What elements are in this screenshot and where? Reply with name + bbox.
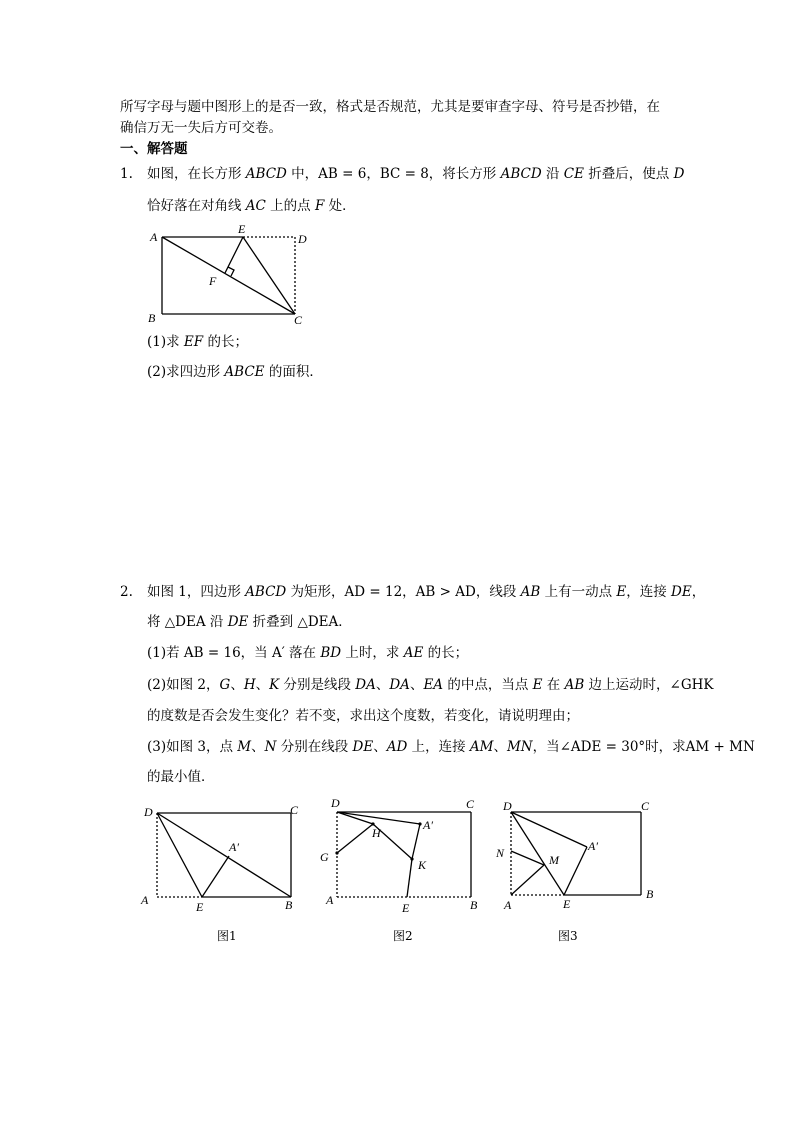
caption-figure-2: 图2 [393,929,413,943]
fig1-segment-ea2 [202,856,229,897]
q2-number: 2. [120,584,133,600]
q1-label-a: A [150,230,158,244]
q2-sub-3: (3)如图 3，点 M、N 分别在线段 DE、AD 上，连接 AM、MN，当∠ADE = 30°时，求AM + MN [147,739,755,755]
caption-figure-1: 图1 [217,929,237,943]
fig3-segment-a2e [564,847,587,895]
q1-label-f: F [209,274,217,288]
fig3-label-d: D [503,799,512,813]
fig2-segment-hg [337,824,373,853]
q1-label-e: E [238,222,246,236]
fig3-label-n: N [496,846,505,860]
fig2-segment-ke [407,859,412,897]
q2-line-1: 如图 1，四边形 ABCD 为矩形，AD = 12，AB > AD，线段 AB 上有一动点 E，连接 DE， [147,584,706,600]
fig2-label-a2: A′ [423,818,433,832]
q1-line-2: 恰好落在对角线 AC 上的点 F 处． [147,198,356,214]
q2-line-2: 将 △DEA 沿 DE 折叠到 △DEA． [147,614,352,630]
q1-label-b: B [148,311,156,325]
q2-figure-1 [135,795,305,917]
q1-line-1: 如图，在长方形 ABCD 中，AB = 6，BC = 8，将长方形 ABCD 沿 CE 折叠后，使点 D [147,166,685,182]
fig1-label-d: D [144,805,153,819]
q1-sub-2: (2)求四边形 ABCE 的面积． [147,364,323,380]
fig2-point-a2 [418,822,421,825]
fig2-label-c: C [466,797,475,811]
fig1-label-e: E [196,900,204,914]
q2-sub-2: (2)如图 2，G、H、K 分别是线段 DA、DA、EA 的中点，当点 E 在 AB 边上运动时，∠GHK [147,677,714,693]
q1-fold-ce [243,237,295,314]
fig2-point-g [335,851,338,854]
q1-figure [140,222,320,330]
fig2-label-d: D [331,796,340,810]
fig3-label-m: M [549,853,559,867]
fig1-label-c: C [290,803,299,817]
q2-figure-2 [315,793,490,917]
fig1-diagonal-db [157,813,291,897]
fig2-segment-da2 [337,812,420,824]
fig3-label-a: A [504,898,512,912]
q1-right-angle-mark [228,267,234,276]
fig2-label-e: E [402,901,410,915]
fig1-label-a: A [141,893,149,907]
fig3-label-b: B [646,887,654,901]
fig3-label-e: E [563,897,571,911]
section-title: 一、解答题 [120,141,188,157]
intro-line-2: 确信万无一失后方可交卷。 [120,120,282,136]
fig2-label-a: A [326,893,334,907]
fig2-segment-dh [337,812,373,824]
q2-sub-1: (1)若 AB = 16，当 A′ 落在 BD 上时，求 AE 的长； [147,645,469,661]
caption-figure-3: 图3 [558,929,578,943]
intro-line-1: 所写字母与题中图形上的是否一致，格式是否规范，尤其是要审查字母、符号是否抄错，在 [120,99,660,115]
q1-label-d: D [298,232,307,246]
fig3-segment-am [511,865,544,895]
fig1-label-b: B [285,898,293,912]
fig2-label-k: K [418,858,427,872]
q1-label-c: C [294,313,303,327]
fig2-label-b: B [470,898,478,912]
q1-segment-ef [225,237,243,273]
q1-diagonal-ac [162,237,295,314]
fig2-label-h: H [372,826,381,840]
fig3-label-c: C [641,799,650,813]
q1-sub-1: (1)求 EF 的长； [147,334,248,350]
q2-sub-3-line-2: 的最小值． [147,769,215,785]
q2-sub-2-line-2: 的度数是否会发生变化？若不变，求出这个度数，若变化，请说明理由； [147,708,579,724]
fig2-label-g: G [320,850,329,864]
fig1-label-a2: A′ [229,840,239,854]
fig1-segment-de [157,813,202,897]
q1-number: 1. [120,166,133,182]
q2-figure-3 [490,795,665,917]
fig3-label-a2: A′ [588,839,598,853]
fig3-segment-nm [511,851,544,865]
fig2-point-k [410,857,413,860]
fig2-segment-a2k [412,824,420,859]
